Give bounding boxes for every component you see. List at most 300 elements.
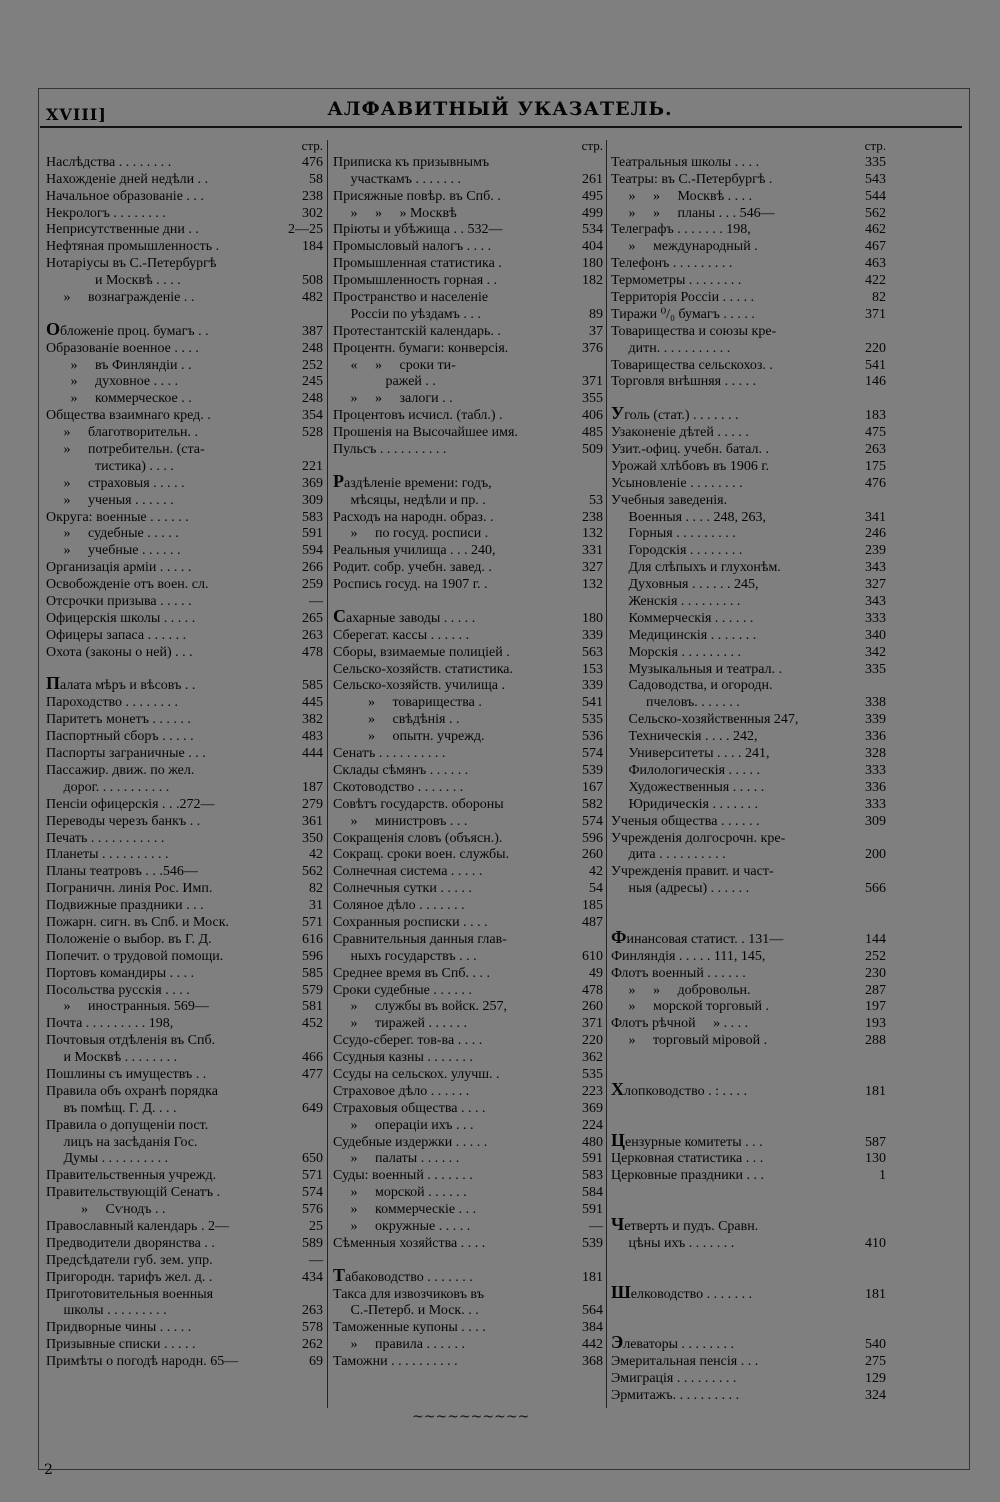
section-initial: Х xyxy=(611,1080,624,1099)
entry-page: 594 xyxy=(302,543,323,559)
index-entry xyxy=(333,746,603,763)
index-entry xyxy=(611,405,886,425)
entry-page: 452 xyxy=(302,1016,323,1032)
index-entry xyxy=(46,1101,323,1118)
entry-page: 574 xyxy=(302,1185,323,1201)
entry-term: Думы . . . . . . . . . . xyxy=(46,1151,169,1167)
entry-page: 49 xyxy=(589,965,603,981)
entry-page: 371 xyxy=(582,374,603,390)
index-entry xyxy=(611,814,886,831)
index-entry xyxy=(611,1283,886,1304)
entry-term: Посольства русскія . . . . xyxy=(46,982,190,998)
index-entry xyxy=(611,543,886,560)
entry-term: » свѣдѣнія . . xyxy=(333,712,460,728)
index-entry xyxy=(46,1219,323,1236)
entry-term: Сохранныя росписки . . . . xyxy=(333,914,488,930)
entry-term: Промысловый налогъ . . . . xyxy=(333,239,492,255)
index-entry xyxy=(46,881,323,898)
entry-page: 260 xyxy=(582,999,603,1015)
entry-term: » » планы . . . 546— xyxy=(611,205,775,221)
index-entry xyxy=(333,1135,603,1152)
entry-term: Сѣменныя хозяйства . . . . xyxy=(333,1235,486,1251)
entry-term: Подвижные праздники . . . xyxy=(46,898,204,914)
index-entry xyxy=(611,442,886,459)
section-gap xyxy=(611,1185,886,1202)
entry-term: Примѣты о погодѣ народн. 65— xyxy=(46,1354,239,1370)
index-entry xyxy=(46,442,323,459)
entry-term: Ученыя общества . . . . . . xyxy=(611,813,760,829)
entry-page: 248 xyxy=(302,391,323,407)
index-entry xyxy=(46,746,323,763)
index-entry xyxy=(333,1337,603,1354)
entry-term: Таможни . . . . . . . . . . xyxy=(333,1354,458,1370)
entry-term: цѣны ихъ . . . . . . . xyxy=(611,1235,735,1251)
entry-page: 327 xyxy=(582,560,603,576)
entry-term: Урожай хлѣбовъ въ 1906 г. xyxy=(611,458,770,474)
entry-page: 495 xyxy=(582,188,603,204)
entry-term: Некрологъ . . . . . . . . xyxy=(46,205,166,221)
index-entry xyxy=(611,847,886,864)
entry-term: и Москвѣ . . . . . . . . xyxy=(46,1050,178,1066)
entry-page: 275 xyxy=(865,1354,886,1370)
entry-term: Паритетъ монетъ . . . . . . xyxy=(46,712,191,728)
entry-term: Пространство и населеніе xyxy=(333,290,489,305)
index-entry xyxy=(611,172,886,189)
entry-page: 129 xyxy=(865,1371,886,1386)
index-entry xyxy=(333,1266,603,1287)
entry-term: Техническія . . . . 242, xyxy=(611,729,758,745)
entry-page: 445 xyxy=(302,695,323,711)
entry-term: Узаконеніе дѣтей . . . . . xyxy=(611,425,749,441)
entry-term: Пароходство . . . . . . . . xyxy=(46,695,179,711)
entry-page: 350 xyxy=(302,830,323,846)
entry-term: Процентн. бумаги: конверсія. xyxy=(333,340,509,356)
index-entry xyxy=(333,307,603,324)
index-entry xyxy=(611,358,886,375)
entry-term: » службы въ войск. 257, xyxy=(333,999,508,1015)
entry-page: 279 xyxy=(302,796,323,812)
index-entry xyxy=(333,763,603,780)
entry-page: 585 xyxy=(302,678,323,694)
entry-page: 238 xyxy=(582,509,603,525)
entry-term: въ помѣщ. Г. Д. . . . xyxy=(46,1100,177,1116)
index-entry xyxy=(46,932,323,949)
index-entry xyxy=(46,729,323,746)
entry-term: Промышленность горная . . xyxy=(333,273,498,289)
entry-page: 153 xyxy=(582,661,603,677)
entry-page: 259 xyxy=(302,577,323,593)
index-entry xyxy=(333,273,603,290)
entry-term: Эмеритальная пенсія . . . xyxy=(611,1354,759,1370)
index-entry xyxy=(611,1033,886,1050)
section-initial: О xyxy=(46,320,61,339)
entry-term: » » залоги . . xyxy=(333,391,453,407)
entry-page: 478 xyxy=(582,982,603,998)
entry-term: Театры: въ С.-Петербургѣ . xyxy=(611,171,773,187)
index-entry xyxy=(46,1084,323,1101)
entry-page: 579 xyxy=(302,982,323,998)
column-header: стр. xyxy=(581,138,603,153)
index-entry xyxy=(611,695,886,712)
index-entry xyxy=(333,1084,603,1101)
index-entry xyxy=(333,1202,603,1219)
index-entry xyxy=(333,1067,603,1084)
entry-page: 53 xyxy=(589,492,603,508)
entry-term: Образованіе военное . . . . xyxy=(46,340,199,356)
entry-page: 371 xyxy=(865,306,886,322)
entry-term: ныя (адресы) . . . . . . xyxy=(611,881,750,897)
entry-page: 571 xyxy=(302,1168,323,1184)
entry-term: Наслѣдства . . . . . . . . xyxy=(46,154,172,170)
entry-page: 582 xyxy=(582,796,603,812)
entry-term: Женскія . . . . . . . . . xyxy=(611,594,741,610)
index-entry xyxy=(333,1236,603,1253)
entry-page: 480 xyxy=(582,1134,603,1150)
entry-page: 260 xyxy=(582,847,603,863)
index-entry xyxy=(611,999,886,1016)
entry-term: Художественныя . . . . . xyxy=(611,779,765,795)
index-entry xyxy=(46,273,323,290)
index-entry xyxy=(46,341,323,358)
index-entry xyxy=(611,679,886,696)
entry-page: 309 xyxy=(302,492,323,508)
entry-term: » товарищества . xyxy=(333,695,482,711)
entry-page: 485 xyxy=(582,425,603,441)
entry-page: 336 xyxy=(865,779,886,795)
entry-page: 574 xyxy=(582,813,603,829)
entry-page: 339 xyxy=(582,678,603,694)
entry-page: 328 xyxy=(865,746,886,762)
entry-page: 327 xyxy=(865,577,886,593)
index-entry xyxy=(611,594,886,611)
header-rule xyxy=(40,126,962,128)
index-entry xyxy=(611,476,886,493)
index-entry xyxy=(611,1388,886,1405)
entry-term: Солнечная система . . . . . xyxy=(333,864,483,880)
entry-term: » правила . . . . . . xyxy=(333,1337,466,1353)
entry-term: » » » Москвѣ xyxy=(333,205,457,221)
entry-term: Офицеры запаса . . . . . . xyxy=(46,627,187,643)
index-entry xyxy=(333,1050,603,1067)
index-entry xyxy=(46,1337,323,1354)
entry-term: Склады сѣмянъ . . . . . . xyxy=(333,762,469,778)
entry-page: 589 xyxy=(302,1235,323,1251)
index-entry xyxy=(333,881,603,898)
entry-term: » ученыя . . . . . . xyxy=(46,492,174,508)
index-entry xyxy=(46,712,323,729)
entry-page: 263 xyxy=(302,627,323,643)
entry-term: Положеніе о выбор. въ Г. Д. xyxy=(46,931,212,947)
index-entry xyxy=(46,510,323,527)
entry-page: 265 xyxy=(302,610,323,626)
entry-page: 238 xyxy=(302,188,323,204)
index-entry xyxy=(611,1371,886,1388)
index-entry xyxy=(333,831,603,848)
entry-page: 223 xyxy=(582,1083,603,1099)
index-entry xyxy=(611,881,886,898)
entry-term: Придворные чины . . . . . xyxy=(46,1320,192,1336)
index-entry xyxy=(333,560,603,577)
index-entry xyxy=(333,1151,603,1168)
index-entry xyxy=(46,1270,323,1287)
entry-term: Страховое дѣло . . . . . . xyxy=(333,1083,470,1099)
index-entry xyxy=(46,594,323,611)
entry-page: 475 xyxy=(865,425,886,441)
index-entry xyxy=(333,983,603,1000)
entry-page: 343 xyxy=(865,560,886,576)
index-entry xyxy=(333,472,603,493)
entry-term: » коммерческое . . xyxy=(46,391,192,407)
page-number: XVIII] xyxy=(46,105,107,124)
index-entry xyxy=(333,915,603,932)
entry-page: 483 xyxy=(302,729,323,745)
entry-page: 509 xyxy=(582,442,603,458)
entry-term: Элеваторы . . . . . . . . xyxy=(611,1334,735,1353)
index-entry xyxy=(333,1219,603,1236)
entry-term: » судебные . . . . . xyxy=(46,526,179,542)
entry-page: 574 xyxy=(582,746,603,762)
entry-page: 333 xyxy=(865,796,886,812)
index-entry xyxy=(611,864,886,881)
entry-term: Филологическія . . . . . xyxy=(611,762,761,778)
index-entry xyxy=(333,662,603,679)
section-gap xyxy=(611,1050,886,1067)
index-entry xyxy=(333,1168,603,1185)
index-entry xyxy=(333,949,603,966)
index-entry xyxy=(46,155,323,172)
index-entry xyxy=(611,983,886,1000)
entry-page: 336 xyxy=(865,729,886,745)
entry-page: 58 xyxy=(309,171,323,187)
entry-page: 266 xyxy=(302,560,323,576)
entry-term: Пограничн. линія Рос. Имп. xyxy=(46,881,213,897)
entry-page: 339 xyxy=(865,712,886,728)
entry-term: Офицерскія школы . . . . . xyxy=(46,610,196,626)
entry-term: Нахожденіе дней недѣли . . xyxy=(46,171,209,187)
index-entry xyxy=(46,476,323,493)
entry-page: 583 xyxy=(302,509,323,525)
entry-term: Неприсутственные дни . . xyxy=(46,222,199,238)
entry-term: Эрмитажъ. . . . . . . . . . xyxy=(611,1387,740,1403)
entry-term: » благотворительн. . xyxy=(46,425,199,441)
entry-term: Морскія . . . . . . . . . xyxy=(611,644,741,660)
index-entry xyxy=(46,695,323,712)
entry-term: Православный календарь . 2— xyxy=(46,1218,229,1234)
index-entry xyxy=(46,172,323,189)
entry-page: 335 xyxy=(865,661,886,677)
index-entry xyxy=(333,1287,603,1304)
entry-term: Шелководство . . . . . . . xyxy=(611,1283,753,1302)
index-entry xyxy=(333,493,603,510)
entry-term: Нефтяная промышленность . xyxy=(46,239,220,255)
entry-term: Пенсіи офицерскія . . .272— xyxy=(46,796,215,812)
index-entry xyxy=(333,797,603,814)
index-entry xyxy=(611,324,886,341)
entry-term: Товарищества и союзы кре- xyxy=(611,323,777,339)
corner-mark: 2 xyxy=(44,1462,53,1478)
entry-page: 309 xyxy=(865,813,886,829)
entry-page: 583 xyxy=(582,1168,603,1184)
entry-page: 487 xyxy=(582,914,603,930)
entry-term: Попечит. о трудовой помощи. xyxy=(46,948,224,964)
entry-page: 371 xyxy=(582,1016,603,1032)
index-entry xyxy=(611,763,886,780)
index-entry xyxy=(333,780,603,797)
entry-page: 89 xyxy=(589,306,603,322)
column-divider xyxy=(606,140,607,1408)
entry-page: 146 xyxy=(865,374,886,390)
entry-term: Палата мѣръ и вѣсовъ . . xyxy=(46,675,196,694)
entry-term: Организація арміи . . . . . xyxy=(46,560,192,576)
entry-page: 463 xyxy=(865,256,886,272)
entry-page: 261 xyxy=(582,171,603,187)
index-entry xyxy=(46,1303,323,1320)
index-entry xyxy=(611,1334,886,1354)
entry-page: 649 xyxy=(302,1100,323,1116)
index-column-1 xyxy=(46,138,323,1371)
entry-page: 333 xyxy=(865,610,886,626)
column-header: стр. xyxy=(864,138,886,153)
entry-term: Сенатъ . . . . . . . . . . xyxy=(333,746,446,762)
entry-page: 585 xyxy=(302,965,323,981)
index-entry xyxy=(46,1067,323,1084)
entry-term: » торговый міровой . xyxy=(611,1033,768,1049)
index-entry xyxy=(333,391,603,408)
section-gap xyxy=(611,1253,886,1270)
index-entry xyxy=(46,675,323,696)
index-entry xyxy=(611,239,886,256)
index-entry xyxy=(611,273,886,290)
index-entry xyxy=(46,358,323,375)
entry-term: Телефонъ . . . . . . . . . xyxy=(611,256,733,272)
entry-term: Сахарные заводы . . . . . xyxy=(333,607,476,626)
entry-term: « » сроки ти- xyxy=(333,357,456,373)
entry-page: 564 xyxy=(582,1303,603,1319)
entry-term: Территорія Россіи . . . . . xyxy=(611,290,755,305)
entry-term: » » Москвѣ . . . . xyxy=(611,188,753,204)
entry-term: Военныя . . . . 248, 263, xyxy=(611,509,767,525)
entry-term: Флотъ рѣчной » . . . . xyxy=(611,1016,749,1032)
entry-page: 130 xyxy=(865,1151,886,1167)
entry-term: » министровъ . . . xyxy=(333,813,468,829)
entry-page: 563 xyxy=(582,644,603,660)
entry-page: 197 xyxy=(865,999,886,1015)
entry-term: школы . . . . . . . . . xyxy=(46,1303,167,1319)
index-entry xyxy=(611,797,886,814)
entry-term: Такса для извозчиковъ въ xyxy=(333,1286,484,1302)
entry-page: 263 xyxy=(865,442,886,458)
index-entry xyxy=(611,1151,886,1168)
entry-term: Церковные праздники . . . xyxy=(611,1168,765,1184)
entry-page: 528 xyxy=(302,425,323,441)
entry-term: Пожарн. сигн. въ Спб. и Моск. xyxy=(46,914,229,930)
index-entry xyxy=(611,780,886,797)
index-entry xyxy=(333,1354,603,1371)
entry-term: Тиражи ⁰/₀ бумагъ . . . . . xyxy=(611,306,755,322)
index-column-2 xyxy=(333,138,603,1371)
entry-term: Пригородн. тарифъ жел. д. . xyxy=(46,1269,213,1285)
entry-page: 482 xyxy=(302,290,323,305)
index-entry xyxy=(611,928,886,949)
index-entry xyxy=(46,966,323,983)
entry-page: 200 xyxy=(865,847,886,863)
index-entry xyxy=(611,712,886,729)
entry-page: 404 xyxy=(582,239,603,255)
entry-term: Солнечныя сутки . . . . . xyxy=(333,881,472,897)
entry-term: Термометры . . . . . . . . xyxy=(611,273,742,289)
entry-term: Садоводства, и огородн. xyxy=(611,678,773,694)
entry-page: 185 xyxy=(582,898,603,914)
index-entry xyxy=(333,222,603,239)
entry-page: 534 xyxy=(582,222,603,238)
entry-page: 340 xyxy=(865,627,886,643)
entry-page: 42 xyxy=(309,847,323,863)
entry-page: 193 xyxy=(865,1016,886,1032)
entry-term: Почтовыя отдѣленія въ Спб. xyxy=(46,1033,216,1049)
index-column-3 xyxy=(611,138,886,1405)
index-entry xyxy=(611,831,886,848)
entry-term: Цензурные комитеты . . . xyxy=(611,1131,763,1150)
entry-term: Для слѣпыхъ и глухонѣм. xyxy=(611,560,781,576)
entry-term: » въ Финляндіи . . xyxy=(46,357,192,373)
entry-term: Паспортный сборъ . . . . . xyxy=(46,729,194,745)
index-entry xyxy=(611,1016,886,1033)
entry-page: 541 xyxy=(582,695,603,711)
entry-term: Судебные издержки . . . . . xyxy=(333,1134,488,1150)
index-entry xyxy=(611,290,886,307)
entry-page: 341 xyxy=(865,509,886,525)
index-entry xyxy=(333,408,603,425)
entry-page: 434 xyxy=(302,1269,323,1285)
index-entry xyxy=(333,847,603,864)
index-entry xyxy=(333,679,603,696)
entry-page: 369 xyxy=(302,475,323,491)
entry-page: 596 xyxy=(582,830,603,846)
index-entry xyxy=(46,560,323,577)
entry-term: Страховыя общества . . . . xyxy=(333,1100,486,1116)
page-title: АЛФАВИТНЫЙ УКАЗАТЕЛЬ. xyxy=(327,98,673,120)
index-entry xyxy=(611,560,886,577)
index-entry xyxy=(611,1168,886,1185)
entry-term: Переводы черезъ банкъ . . xyxy=(46,813,201,829)
entry-term: » коммерческіе . . . xyxy=(333,1202,477,1218)
entry-term: Сборы, взимаемые полиціей . xyxy=(333,644,510,660)
entry-page: 132 xyxy=(582,526,603,542)
entry-term: » страховыя . . . . . xyxy=(46,475,185,491)
entry-term: Ссуды на сельскох. улучш. . xyxy=(333,1066,500,1082)
index-entry xyxy=(611,628,886,645)
entry-page: 406 xyxy=(582,408,603,424)
index-entry xyxy=(611,222,886,239)
entry-term: Родит. собр. учебн. завед. . xyxy=(333,560,492,576)
entry-page: 382 xyxy=(302,712,323,728)
entry-page: 132 xyxy=(582,577,603,593)
entry-term: » морской . . . . . . xyxy=(333,1185,467,1201)
entry-page: 287 xyxy=(865,982,886,998)
entry-page: 576 xyxy=(302,1202,323,1218)
index-entry xyxy=(333,324,603,341)
entry-page: 535 xyxy=(582,1066,603,1082)
entry-page: 343 xyxy=(865,594,886,610)
entry-page: 466 xyxy=(302,1050,323,1066)
index-entry xyxy=(333,628,603,645)
entry-term: Сокращенія словъ (объясн.). xyxy=(333,830,503,846)
entry-term: Приготовительныя военныя xyxy=(46,1286,214,1302)
section-initial: Э xyxy=(611,1334,624,1353)
entry-term: » палаты . . . . . . xyxy=(333,1151,460,1167)
entry-term: Сельско-хозяйств. статистика. xyxy=(333,661,514,677)
entry-page: 541 xyxy=(865,357,886,373)
